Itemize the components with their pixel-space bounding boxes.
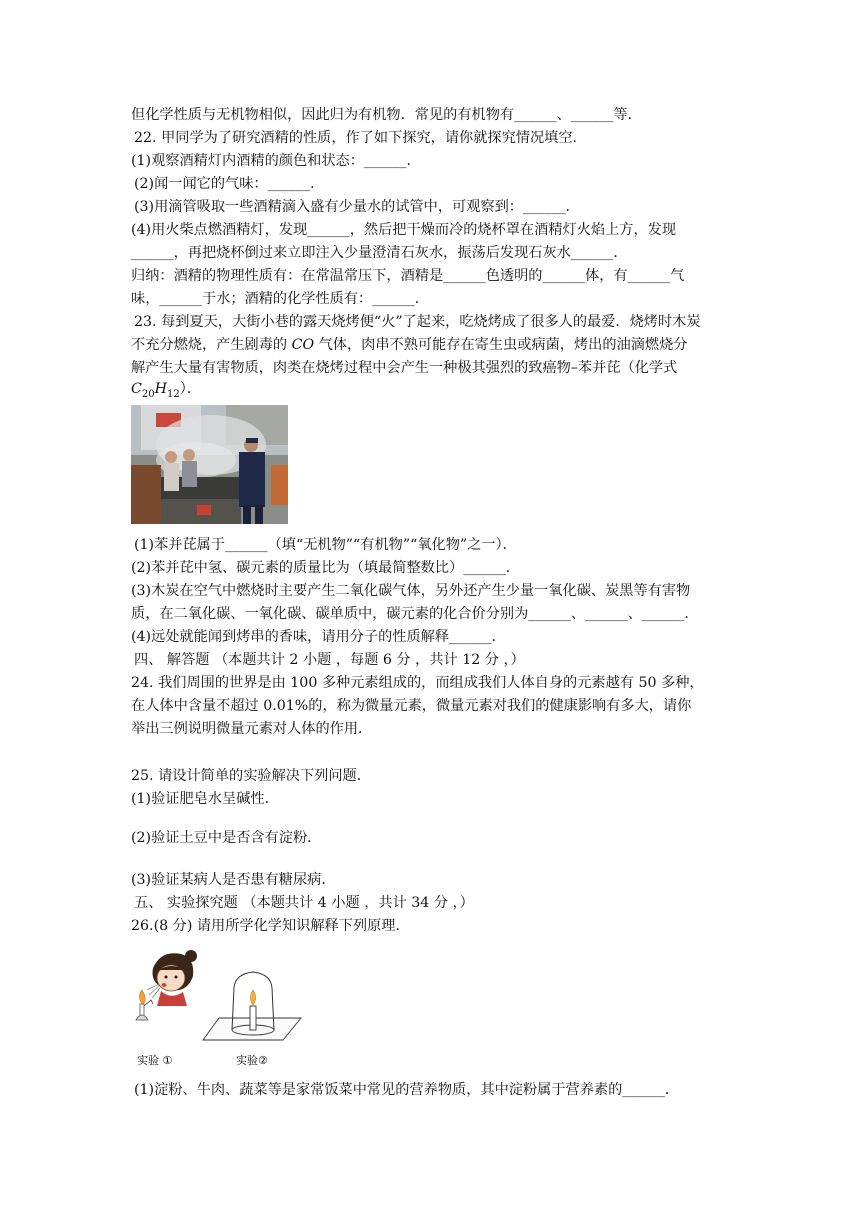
line-organic-examples: 但化学性质与无机物相似，因此归为有机物．常见的有机物有______、______等． [131, 107, 642, 123]
q22-part-2: (2)闻一闻它的气味：______． [134, 176, 325, 192]
q25-part-1: (1)验证肥皂水呈碱性． [131, 791, 279, 807]
question-24-line-1: 24. 我们周围的世界是由 100 多种元素组成的，而组成我们人体自身的元素越有 50 多种， [131, 675, 704, 691]
girl-blowing-illustration [136, 950, 197, 1020]
q23-line-3: 解产生大量有害物质，肉类在烧烤过程中会产生一种极其强烈的致癌物–苯并芘（化学式 [131, 360, 678, 376]
q23-text-a: 不充分燃烧，产生剧毒的 [131, 337, 288, 353]
question-26-title: 26.(8 分) 请用所学化学知识解释下列原理． [131, 918, 410, 934]
q22-part-4a: (4)用火柴点燃酒精灯，发现______，然后把干燥而冷的烧杯罩在酒精灯火焰上方，发现 [131, 222, 677, 238]
q23-part-4: (4)远处就能闻到烤串的香味，请用分子的性质解释______． [131, 629, 506, 645]
q23-part-2: (2)苯并芘中氢、碳元素的质量比为（填最简整数比）______． [131, 560, 520, 576]
bbq-photo [131, 405, 288, 524]
q25-part-3: (3)验证某病人是否患有糖尿病． [131, 872, 336, 888]
experiment-drawing [131, 948, 311, 1072]
question-24-line-3: 举出三例说明微量元素对人体的作用． [131, 721, 373, 737]
co-formula: CO [291, 337, 315, 353]
question-22-title: 22. 甲同学为了研究酒精的性质，作了如下探究，请你就探究情况填空． [134, 130, 587, 146]
q22-part-4b: ______，再把烧杯倒过来立即注入少量澄清石灰水，振荡后发现石灰水______． [131, 245, 628, 261]
section-4-heading: 四、 解答题 （本题共计 2 小题 ，每题 6 分 ，共计 12 分 ，） [134, 652, 525, 668]
section-5-heading: 五、 实验探究题 （本题共计 4 小题 ，共计 34 分 ，） [134, 895, 474, 911]
q23-part-1: (1)苯并芘属于______（填“无机物”“有机物”“氧化物”之一）． [134, 537, 517, 553]
experiment-figure [131, 948, 311, 1072]
question-23-title: 23. 每到夏天，大街小巷的露天烧烤便“火”了起来，吃烧烤成了很多人的最爱．烧烤时木炭 [134, 314, 701, 330]
formula-c-sub: 20 [141, 389, 155, 400]
q23-line-2 [131, 335, 688, 355]
q26-part-1: (1)淀粉、牛肉、蔬菜等是家常饭菜中常见的营养物质，其中淀粉属于营养素的______． [134, 1082, 680, 1098]
q23-part-3a: (3)木炭在空气中燃烧时主要产生二氧化碳气体，另外还产生少量一氧化碳、炭黑等有害物 [131, 583, 691, 599]
formula-c: C [131, 381, 142, 397]
q22-summary-a: 归纳：酒精的物理性质有：在常温常压下，酒精是______色透明的______体，有______气 [131, 268, 685, 284]
formula-end: ）． [179, 381, 201, 397]
q22-summary-b: 味，______于水；酒精的化学性质有：______． [131, 291, 429, 307]
q25-part-2: (2)验证土豆中是否含有淀粉． [131, 830, 322, 846]
q23-part-3b: 质，在二氧化碳、一氧化碳、碳单质中，碳元素的化合价分别为______、______、______． [131, 606, 699, 622]
question-24-line-2: 在人体中含量不超过 0.01%的，称为微量元素，微量元素对我们的健康影响有多大，请你 [131, 698, 692, 714]
formula-h: H [154, 381, 167, 397]
q22-part-3: (3)用滴管吸取一些酒精滴入盛有少量水的试管中，可观察到：______． [134, 199, 580, 215]
experiment-1-caption: 实验 ① [137, 1054, 173, 1067]
question-25-title: 25. 请设计简单的实验解决下列问题． [131, 768, 371, 784]
q22-part-1: (1)观察酒精灯内酒精的颜色和状态：______． [131, 153, 421, 169]
experiment-2-caption: 实验② [236, 1054, 268, 1067]
q23-text-b: 气体，肉串不熟可能存在寄生虫或病菌，烤出的油滴燃烧分 [318, 337, 688, 353]
formula-h-sub: 12 [166, 389, 180, 400]
benzopyrene-formula [131, 379, 201, 401]
glass-candle-illustration [203, 972, 301, 1040]
